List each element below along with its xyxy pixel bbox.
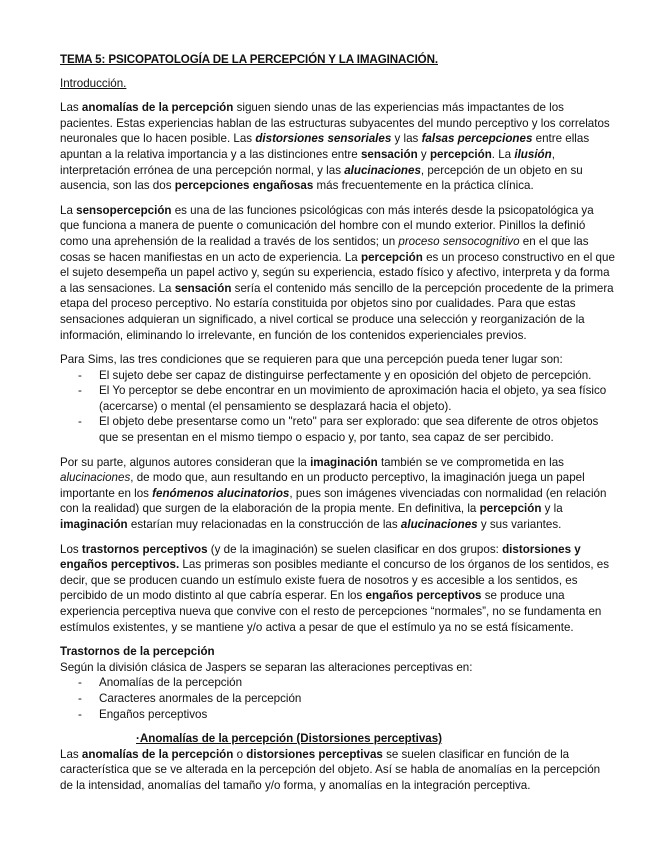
jaspers-list — [60, 675, 616, 722]
page-title: TEMA 5: PSICOPATOLOGÍA DE LA PERCEPCIÓN Y LA IMAGINACIÓN. — [60, 53, 438, 66]
text-run: estarían muy relacionadas en la construcción de las — [127, 518, 401, 532]
intro-heading: Introducción. — [60, 76, 127, 90]
list-item — [60, 383, 616, 414]
bold-term: anomalías de la percepción — [81, 101, 234, 115]
list-item — [60, 691, 616, 707]
text-run: La — [60, 203, 77, 217]
text-run: también se ve comprometida en las — [377, 455, 564, 469]
text-run: o — [233, 747, 247, 761]
text-run: y sus variantes. — [477, 518, 562, 532]
bold-term: percepciones engañosas — [174, 179, 314, 193]
text-run: se suelen clasificar en función de la característica que se ve alterada en la percepción del objeto. Así se habla de anomalías en la percepción de la intensidad, anomalías del tamaño y/o forma, y anomalías en la integración perceptiva. — [60, 747, 601, 792]
bold-term: percepción — [429, 147, 492, 161]
bold-term: sensación — [360, 147, 418, 161]
list-item — [60, 675, 616, 691]
text-run: , pues son imágenes vivenciadas con normalidad (en relación con la realidad) que surgen de la elaboración de la propia mente. En definitiva, la — [60, 486, 607, 516]
bold-term: percepción — [360, 250, 423, 264]
text-run: sería el contenido más sencillo de la percepción procedente de la primera etapa del proceso perceptivo. No estaría constituida por objetos sino por cualidades. Para que estas sensaciones adquieran un significado, a nivel cortical se produce una selección y reorganización de la información, eliminando lo irrelevante, en función de los contenidos experienciales previos. — [60, 281, 614, 342]
section-heading-anomalias: ·Anomalías de la percepción (Distorsiones perceptivas) — [136, 732, 443, 746]
bold-term: distorsiones perceptivas — [246, 747, 383, 761]
text-run: en el que las cosas se hacen manifiestas en un acto de experiencia. La — [60, 234, 589, 264]
list-item — [60, 707, 616, 723]
paragraph-trastornos — [60, 542, 616, 636]
text-run: y la — [541, 502, 563, 516]
bold-term: imaginación — [60, 518, 128, 532]
dash-bullet: - — [78, 384, 82, 398]
bold-term: engaños perceptivos — [365, 589, 482, 603]
text-run: y — [417, 147, 430, 161]
bold-term: percepción — [479, 502, 542, 516]
dash-bullet: - — [78, 676, 82, 690]
text-run: (y de la imaginación) se suelen clasificar en dos grupos: — [207, 542, 503, 556]
list-item-text: Engaños perceptivos — [99, 707, 208, 721]
paragraph-imaginacion — [60, 455, 616, 533]
dash-bullet: - — [78, 707, 82, 721]
text-run: , interpretación errónea de una percepción normal, y las — [60, 147, 555, 177]
text-run: , de modo que, aun resultando en un producto perceptivo, la imaginación juega un papel importante en los — [60, 471, 585, 500]
paragraph-sims-intro: Para Sims, las tres condiciones que se requieren para que una percepción pueda tener lugar son: — [60, 353, 563, 367]
list-item-text: El objeto debe presentarse como un "reto" para ser explorado: que sea diferente de otros objetos que se presentan en el mismo tiempo o espacio y, por tanto, sea capaz de ser percibido. — [99, 415, 599, 445]
paragraph-anomalias — [60, 747, 616, 794]
text-run: Las — [60, 101, 82, 115]
bold-term: sensopercepción — [76, 203, 172, 217]
list-item — [60, 414, 616, 445]
bold-italic-term: alucinaciones — [344, 163, 421, 177]
list-item-text: Caracteres anormales de la percepción — [99, 691, 302, 705]
sims-conditions-list — [60, 368, 616, 446]
paragraph-intro — [60, 100, 616, 194]
text-run: más frecuentemente en la práctica clínica. — [313, 179, 534, 193]
text-run: . La — [491, 147, 515, 161]
text-run: Las primeras son posibles mediante el concurso de los órganos de los sentidos, es decir, que se producen cuando un estímulo existe fuera de nosotros y es accesible a los sentidos, es percibido de un modo distinto al que cabría esperar. En los — [60, 558, 610, 603]
document-page — [60, 52, 616, 803]
dash-bullet: - — [78, 415, 82, 429]
text-run: entre ellas apuntan a la relativa importancia y a las distinciones entre — [60, 132, 590, 161]
bold-term: anomalías de la percepción — [81, 747, 234, 761]
bold-term: imaginación — [310, 455, 378, 469]
section-heading-trastornos: Trastornos de la percepción — [60, 645, 215, 659]
text-run: Los — [60, 542, 82, 556]
list-item-text: El sujeto debe ser capaz de distinguirse perfectamente y en oposición del objeto de percepción. — [99, 368, 592, 382]
paragraph-sensopercepcion — [60, 203, 616, 343]
list-item — [60, 368, 616, 384]
italic-term: proceso sensocognitivo — [398, 234, 520, 248]
bold-italic-term: distorsiones sensoriales — [255, 132, 392, 146]
text-run: siguen siendo unas de las experiencias más impactantes de los pacientes. Estas experiencias hablan de las estructuras subyacentes del mundo perceptivo y los correlatos neuronales que lo hacen posible. Las — [60, 101, 610, 146]
text-run: es un proceso constructivo en el que el sujeto desempeña un papel activo y, según su experiencia, estado físico y afectivo, interpreta y da forma a las sensaciones. La — [60, 250, 615, 295]
text-run: y las — [391, 132, 422, 146]
bold-italic-term: falsas percepciones — [421, 132, 533, 146]
bold-term: trastornos perceptivos — [81, 542, 208, 556]
dash-bullet: - — [78, 691, 82, 705]
bold-term: sensación — [174, 281, 232, 295]
text-run: Las — [60, 747, 82, 761]
bold-italic-term: alucinaciones — [400, 518, 478, 532]
text-run: Por su parte, algunos autores consideran que la — [60, 455, 311, 469]
dash-bullet: - — [78, 368, 82, 382]
text-run: se produce una experiencia perceptiva nueva que convive con el resto de percepciones “normales”, no se fundamenta en estímulos existentes, y se mantiene y/o activa a pesar de que el estímulo ya no se está físicamente. — [60, 589, 602, 634]
italic-term: alucinaciones — [60, 471, 131, 485]
text-run: es una de las funciones psicológicas con más interés desde la psicopatológica ya que funciona a manera de puente o comunicación del hombre con el mundo exterior. Pinillos la definió como una aprehensión de la realidad a través de los sentidos; un — [60, 203, 594, 248]
paragraph-jaspers-intro: Según la división clásica de Jaspers se separan las alteraciones perceptivas en: — [60, 660, 473, 674]
list-item-text: Anomalías de la percepción — [99, 676, 243, 690]
bold-term: distorsiones y engaños perceptivos. — [60, 542, 581, 572]
text-run: , percepción de un objeto en su ausencia, son las dos — [60, 163, 583, 193]
list-item-text: El Yo perceptor se debe encontrar en un movimiento de aproximación hacia el objeto, ya sea físico (acercarse) o mental (el pensamiento se desplazará hacia el objeto). — [99, 384, 607, 413]
bold-italic-term: ilusión — [514, 147, 552, 161]
bold-italic-term: fenómenos alucinatorios — [152, 486, 290, 500]
